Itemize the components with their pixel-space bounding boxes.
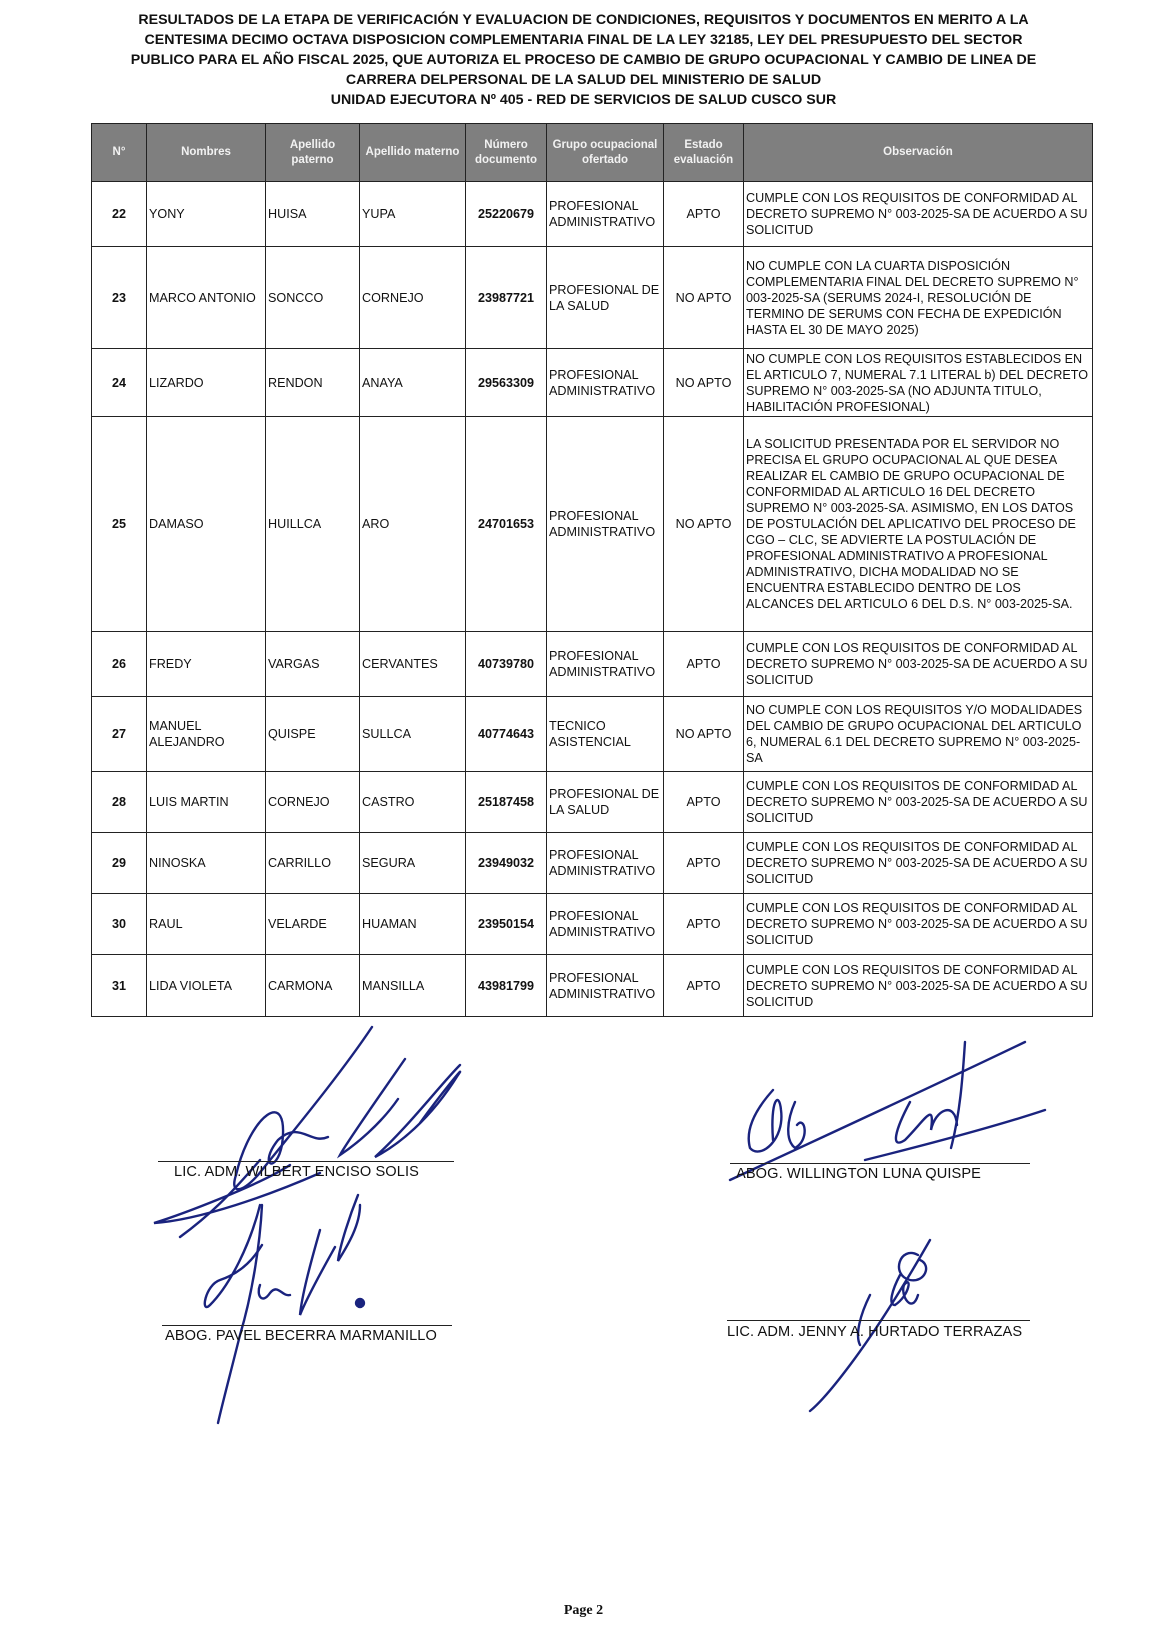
cell-num: 29: [92, 833, 147, 894]
cell-nombres: LIZARDO: [147, 349, 266, 417]
table-row: [92, 349, 1093, 417]
table-row: [92, 955, 1093, 1017]
signature-becerra: [190, 1185, 400, 1425]
cell-estado: NO APTO: [664, 349, 744, 417]
cell-documento: 25220679: [466, 182, 547, 247]
cell-num: 30: [92, 894, 147, 955]
signer-name: LIC. ADM. JENNY A. HURTADO TERRAZAS: [727, 1324, 1023, 1340]
cell-documento: 43981799: [466, 955, 547, 1017]
signature-luna: [725, 1030, 1050, 1180]
signature-line: [730, 1163, 1030, 1164]
cell-grupo: PROFESIONAL ADMINISTRATIVO: [547, 182, 664, 247]
table-row: [92, 182, 1093, 247]
cell-paterno: CARRILLO: [266, 833, 360, 894]
cell-paterno: HUILLCA: [266, 417, 360, 632]
cell-observacion: NO CUMPLE CON LA CUARTA DISPOSICIÓN COMPLEMENTARIA FINAL DEL DECRETO SUPREMO N° 003-2025-SA (SERUMS 2024-I, RESOLUCIÓN DE TERMINO DE SERUMS CON FECHA DE EXPEDICIÓN HASTA EL 30 DE MAYO 2025): [744, 247, 1093, 349]
title-line: PUBLICO PARA EL AÑO FISCAL 2025, QUE AUTORIZA EL PROCESO DE CAMBIO DE GRUPO OCUPACIONAL Y CAMBIO DE LINEA DE: [130, 52, 1037, 68]
cell-nombres: DAMASO: [147, 417, 266, 632]
cell-estado: APTO: [664, 772, 744, 833]
cell-observacion: CUMPLE CON LOS REQUISITOS DE CONFORMIDAD AL DECRETO SUPREMO N° 003-2025-SA DE ACUERDO A SU SOLICITUD: [744, 182, 1093, 247]
cell-documento: 23987721: [466, 247, 547, 349]
cell-estado: NO APTO: [664, 417, 744, 632]
table-row: [92, 697, 1093, 772]
table-row: [92, 417, 1093, 632]
header-observacion: Observación: [744, 124, 1093, 182]
signer-name: ABOG. PAVEL BECERRA MARMANILLO: [165, 1328, 437, 1344]
cell-documento: 40739780: [466, 632, 547, 697]
table-row: [92, 632, 1093, 697]
document-title: [40, 10, 1127, 110]
cell-paterno: CARMONA: [266, 955, 360, 1017]
cell-nombres: MANUEL ALEJANDRO: [147, 697, 266, 772]
cell-observacion: CUMPLE CON LOS REQUISITOS DE CONFORMIDAD AL DECRETO SUPREMO N° 003-2025-SA DE ACUERDO A SU SOLICITUD: [744, 955, 1093, 1017]
cell-estado: APTO: [664, 955, 744, 1017]
cell-nombres: FREDY: [147, 632, 266, 697]
cell-materno: MANSILLA: [360, 955, 466, 1017]
cell-documento: 23949032: [466, 833, 547, 894]
cell-estado: APTO: [664, 182, 744, 247]
cell-num: 23: [92, 247, 147, 349]
header-num: N°: [92, 124, 147, 182]
cell-estado: APTO: [664, 833, 744, 894]
cell-num: 22: [92, 182, 147, 247]
cell-nombres: NINOSKA: [147, 833, 266, 894]
cell-grupo: PROFESIONAL DE LA SALUD: [547, 772, 664, 833]
cell-nombres: LUIS MARTIN: [147, 772, 266, 833]
header-grupo: Grupo ocupacional ofertado: [547, 124, 664, 182]
cell-grupo: PROFESIONAL DE LA SALUD: [547, 247, 664, 349]
cell-observacion: CUMPLE CON LOS REQUISITOS DE CONFORMIDAD AL DECRETO SUPREMO N° 003-2025-SA DE ACUERDO A SU SOLICITUD: [744, 632, 1093, 697]
header-materno: Apellido materno: [360, 124, 466, 182]
cell-documento: 25187458: [466, 772, 547, 833]
cell-materno: CORNEJO: [360, 247, 466, 349]
cell-num: 26: [92, 632, 147, 697]
cell-num: 31: [92, 955, 147, 1017]
cell-documento: 23950154: [466, 894, 547, 955]
table-header-row: [92, 124, 1093, 182]
cell-estado: NO APTO: [664, 697, 744, 772]
cell-materno: CASTRO: [360, 772, 466, 833]
cell-materno: SULLCA: [360, 697, 466, 772]
cell-paterno: QUISPE: [266, 697, 360, 772]
results-table: [91, 123, 1093, 1017]
title-line: CENTESIMA DECIMO OCTAVA DISPOSICION COMPLEMENTARIA FINAL DE LA LEY 32185, LEY DEL PRESUPUESTO DEL SECTOR: [144, 32, 1023, 48]
cell-documento: 40774643: [466, 697, 547, 772]
table-row: [92, 772, 1093, 833]
cell-documento: 29563309: [466, 349, 547, 417]
signature-line: [158, 1161, 454, 1162]
cell-nombres: LIDA VIOLETA: [147, 955, 266, 1017]
header-documento: Número documento: [466, 124, 547, 182]
cell-num: 24: [92, 349, 147, 417]
cell-paterno: VELARDE: [266, 894, 360, 955]
cell-nombres: RAUL: [147, 894, 266, 955]
table-row: [92, 894, 1093, 955]
cell-estado: NO APTO: [664, 247, 744, 349]
cell-paterno: CORNEJO: [266, 772, 360, 833]
cell-estado: APTO: [664, 894, 744, 955]
table-row: [92, 833, 1093, 894]
cell-observacion: CUMPLE CON LOS REQUISITOS DE CONFORMIDAD AL DECRETO SUPREMO N° 003-2025-SA DE ACUERDO A SU SOLICITUD: [744, 772, 1093, 833]
cell-observacion: NO CUMPLE CON LOS REQUISITOS Y/O MODALIDADES DEL CAMBIO DE GRUPO OCUPACIONAL DEL ARTICULO 6, NUMERAL 6.1 DEL DECRETO SUPREMO N° 003-2025-SA: [744, 697, 1093, 772]
cell-grupo: PROFESIONAL ADMINISTRATIVO: [547, 417, 664, 632]
cell-materno: ANAYA: [360, 349, 466, 417]
cell-materno: SEGURA: [360, 833, 466, 894]
cell-grupo: PROFESIONAL ADMINISTRATIVO: [547, 349, 664, 417]
signature-line: [727, 1320, 1030, 1321]
cell-observacion: CUMPLE CON LOS REQUISITOS DE CONFORMIDAD AL DECRETO SUPREMO N° 003-2025-SA DE ACUERDO A SU SOLICITUD: [744, 833, 1093, 894]
header-estado: Estado evaluación: [664, 124, 744, 182]
cell-observacion: LA SOLICITUD PRESENTADA POR EL SERVIDOR NO PRECISA EL GRUPO OCUPACIONAL AL QUE DESEA REALIZAR EL CAMBIO DE GRUPO OCUPACIONAL DE CONFORMIDAD AL ARTICULO 16 DEL DECRETO SUPREMO N° 003-2025-SA. ASIMISMO, EN LOS DATOS DE POSTULACIÓN DEL APLICATIVO DEL PROCESO DE CGO – CLC, SE ADVIERTE LA POSTULACIÓN DE PROFESIONAL ADMINISTRATIVO A PROFESIONAL ADMINISTRATIVO, DICHA MODALIDAD NO SE ENCUENTRA ESTABLECIDO DENTRO DE LOS ALCANCES DEL ARTICULO 6 DEL D.S. N° 003-2025-SA.: [744, 417, 1093, 632]
cell-materno: HUAMAN: [360, 894, 466, 955]
cell-grupo: TECNICO ASISTENCIAL: [547, 697, 664, 772]
cell-materno: YUPA: [360, 182, 466, 247]
cell-paterno: HUISA: [266, 182, 360, 247]
cell-materno: CERVANTES: [360, 632, 466, 697]
cell-paterno: VARGAS: [266, 632, 360, 697]
title-line: RESULTADOS DE LA ETAPA DE VERIFICACIÓN Y EVALUACION DE CONDICIONES, REQUISITOS Y DOCUMENTOS EN MERITO A LA: [138, 12, 1029, 28]
cell-grupo: PROFESIONAL ADMINISTRATIVO: [547, 955, 664, 1017]
cell-grupo: PROFESIONAL ADMINISTRATIVO: [547, 833, 664, 894]
cell-num: 27: [92, 697, 147, 772]
cell-estado: APTO: [664, 632, 744, 697]
cell-paterno: SONCCO: [266, 247, 360, 349]
cell-grupo: PROFESIONAL ADMINISTRATIVO: [547, 632, 664, 697]
cell-documento: 24701653: [466, 417, 547, 632]
header-nombres: Nombres: [147, 124, 266, 182]
header-paterno: Apellido paterno: [266, 124, 360, 182]
cell-observacion: NO CUMPLE CON LOS REQUISITOS ESTABLECIDOS EN EL ARTICULO 7, NUMERAL 7.1 LITERAL b) DEL DECRETO SUPREMO N° 003-2025-SA (NO ADJUNTA TITULO, HABILITACIÓN PROFESIONAL): [744, 349, 1093, 417]
table-row: [92, 247, 1093, 349]
signature-line: [162, 1325, 452, 1326]
signer-name: ABOG. WILLINGTON LUNA QUISPE: [736, 1166, 982, 1182]
page-number: Page 2: [563, 1603, 604, 1618]
cell-num: 25: [92, 417, 147, 632]
cell-paterno: RENDON: [266, 349, 360, 417]
cell-num: 28: [92, 772, 147, 833]
cell-grupo: PROFESIONAL ADMINISTRATIVO: [547, 894, 664, 955]
cell-nombres: YONY: [147, 182, 266, 247]
title-line: CARRERA DELPERSONAL DE LA SALUD DEL MINISTERIO DE SALUD: [345, 72, 822, 88]
cell-nombres: MARCO ANTONIO: [147, 247, 266, 349]
cell-observacion: CUMPLE CON LOS REQUISITOS DE CONFORMIDAD AL DECRETO SUPREMO N° 003-2025-SA DE ACUERDO A SU SOLICITUD: [744, 894, 1093, 955]
cell-materno: ARO: [360, 417, 466, 632]
title-line: UNIDAD EJECUTORA Nº 405 - RED DE SERVICIOS DE SALUD CUSCO SUR: [330, 92, 837, 108]
signer-name: LIC. ADM. WILBERT ENCISO SOLIS: [174, 1164, 419, 1180]
